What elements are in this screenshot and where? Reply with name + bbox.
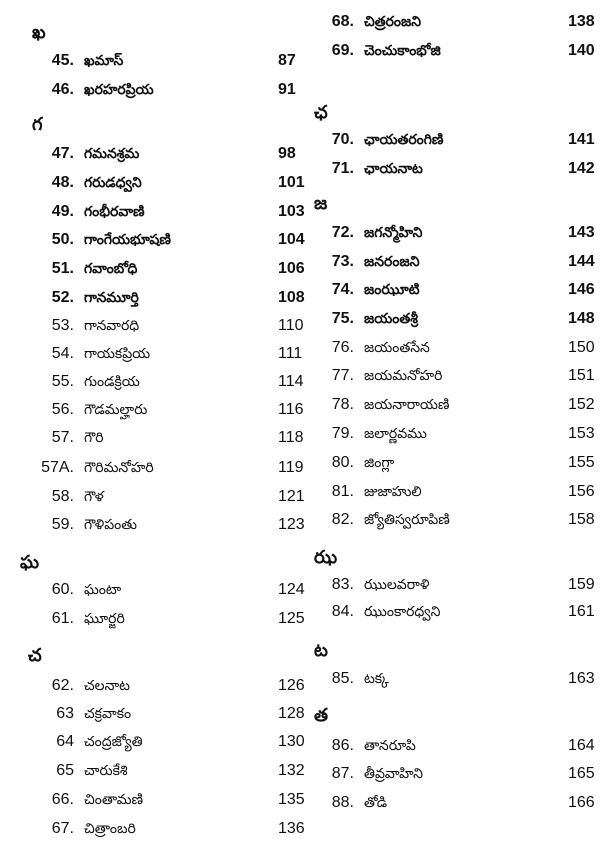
- entry-raga-name: చంద్రజ్యోతి: [84, 734, 143, 750]
- entry-number: 83.: [331, 576, 354, 593]
- entry-number: 66.: [51, 791, 74, 808]
- entry-raga-name: ఛాయతరంగిణి: [364, 132, 444, 148]
- entry-number: 60.: [51, 581, 74, 598]
- section-letter: త: [314, 705, 329, 726]
- entry-raga-name: గవాంబోధి: [84, 261, 138, 277]
- entry-number: 84.: [331, 603, 354, 620]
- section-letter: ట: [314, 640, 328, 661]
- entry-number: 71.: [331, 160, 354, 177]
- entry-raga-name: జింగ్లా: [364, 455, 395, 471]
- entry-number: 69.: [331, 42, 354, 59]
- entry-number: 63: [56, 705, 74, 722]
- entry-number: 68.: [331, 13, 354, 30]
- entry-number: 82.: [331, 511, 354, 528]
- entry-number: 70.: [331, 131, 354, 148]
- entry-raga-name: టక్క: [364, 671, 389, 687]
- entry-number: 47.: [51, 145, 74, 162]
- entry-number: 74.: [331, 281, 354, 298]
- section-letter: ఝ: [314, 547, 338, 568]
- entry-number: 78.: [331, 396, 354, 413]
- entry-raga-name: చక్రవాకం: [84, 706, 132, 722]
- entry-raga-name: చారుకేశి: [84, 763, 128, 779]
- entry-raga-name: చిత్రాంబరి: [84, 821, 136, 837]
- entry-number: 49.: [51, 203, 74, 220]
- entry-number: 45.: [51, 52, 74, 69]
- entry-number: 76.: [331, 339, 354, 356]
- entry-number: 53.: [51, 317, 74, 334]
- entry-raga-name: తోడి: [364, 795, 388, 811]
- section-letter: ఛ: [314, 102, 328, 123]
- entry-raga-name: జుజాహులి: [364, 484, 422, 500]
- entry-raga-name: చెంచుకాంభోజి: [364, 43, 441, 59]
- entry-raga-name: ఛాయనాట: [364, 161, 423, 177]
- entry-raga-name: ఘంటా: [84, 582, 122, 598]
- entry-number: 57A.: [41, 459, 74, 476]
- entry-number: 77.: [331, 367, 354, 384]
- entry-raga-name: గుండక్రియ: [84, 374, 140, 390]
- entry-number: 80.: [331, 454, 354, 471]
- entry-number: 61.: [51, 610, 74, 627]
- entry-number: 85.: [331, 670, 354, 687]
- entry-raga-name: చిత్రరంజని: [364, 14, 422, 30]
- section-letter: గ: [32, 114, 43, 135]
- entry-raga-name: జయనారాయణి: [364, 397, 450, 413]
- section-letter: ఖ: [32, 22, 46, 43]
- entry-raga-name: జగన్మోహిని: [364, 225, 423, 241]
- entry-raga-name: గాంగేయభూషణి: [84, 232, 171, 248]
- entry-raga-name: ఘూర్జరి: [84, 611, 125, 627]
- entry-number: 51.: [51, 260, 74, 277]
- entry-number: 58.: [51, 488, 74, 505]
- section-letter: చ: [28, 645, 42, 666]
- entry-raga-name: జయమనోహరి: [364, 368, 443, 384]
- entry-number: 72.: [331, 224, 354, 241]
- entry-raga-name: గాయకప్రియ: [84, 346, 151, 362]
- entry-raga-name: గానవారధి: [84, 318, 140, 334]
- entry-raga-name: గానమూర్తి: [84, 290, 139, 306]
- entry-number: 64: [56, 733, 74, 750]
- entry-raga-name: గమనశ్రమ: [84, 146, 140, 162]
- entry-raga-name: జయంతసేన: [364, 340, 430, 356]
- entry-raga-name: ఖమాస్: [84, 53, 124, 69]
- entry-raga-name: జ్యోతిస్వరూపిణి: [364, 512, 450, 528]
- entry-number: 86.: [331, 737, 354, 754]
- entry-number: 55.: [51, 373, 74, 390]
- entry-raga-name: ఖరహరప్రియ: [84, 82, 154, 98]
- entry-raga-name: జంఝూటి: [364, 282, 420, 298]
- section-letter: జ: [314, 193, 328, 214]
- entry-number: 54.: [51, 345, 74, 362]
- entry-number: 52.: [51, 289, 74, 306]
- entry-raga-name: జనరంజని: [364, 254, 420, 270]
- entry-number: 73.: [331, 253, 354, 270]
- entry-number: 87.: [331, 765, 354, 782]
- entry-raga-name: చింతామణి: [84, 792, 144, 808]
- entry-number: 88.: [331, 794, 354, 811]
- entry-raga-name: చలనాట: [84, 678, 130, 694]
- entry-number: 56.: [51, 401, 74, 418]
- entry-raga-name: గంభీరవాణి: [84, 204, 145, 220]
- entry-raga-name: తానరూపి: [364, 738, 416, 754]
- entry-number: 59.: [51, 516, 74, 533]
- entry-raga-name: గరుడధ్వని: [84, 175, 142, 191]
- entry-raga-name: ఝులవరాళి: [364, 577, 430, 593]
- entry-raga-name: గౌరిమనోహరి: [84, 460, 154, 476]
- entry-raga-name: తీవ్రవాహిని: [364, 766, 423, 782]
- entry-number: 67.: [51, 820, 74, 837]
- section-letter: ఘ: [20, 552, 40, 573]
- entry-number: 57.: [51, 429, 74, 446]
- entry-number: 48.: [51, 174, 74, 191]
- entry-raga-name: గౌళిపంతు: [84, 517, 137, 533]
- entry-number: 62.: [51, 677, 74, 694]
- entry-raga-name: జయంతశ్రీ: [364, 311, 418, 327]
- entry-raga-name: గౌళ: [84, 489, 104, 505]
- entry-raga-name: గౌరి: [84, 430, 104, 446]
- entry-number: 46.: [51, 81, 74, 98]
- entry-number: 50.: [51, 231, 74, 248]
- entry-number: 65: [56, 762, 74, 779]
- entry-number: 75.: [331, 310, 354, 327]
- entry-raga-name: జలార్ణవము: [364, 426, 427, 442]
- entry-number: 79.: [331, 425, 354, 442]
- entry-raga-name: ఝుంకారధ్వని: [364, 604, 441, 620]
- entry-number: 81.: [331, 483, 354, 500]
- entry-raga-name: గౌడమల్హారు: [84, 402, 148, 418]
